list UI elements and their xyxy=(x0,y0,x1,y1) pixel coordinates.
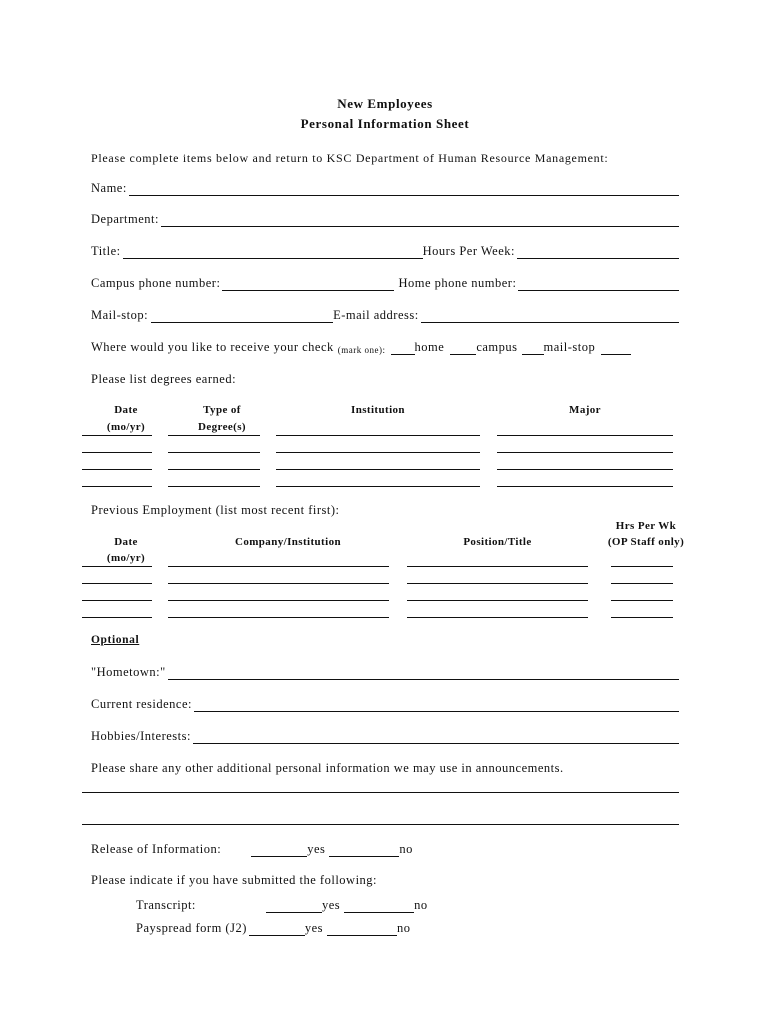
employment-col-date: Date xyxy=(114,536,138,548)
check-mailstop-label: mail-stop xyxy=(543,340,596,354)
transcript-no-label: no xyxy=(414,898,428,912)
transcript-label: Transcript: xyxy=(136,898,196,912)
degree-row-2-major[interactable] xyxy=(497,452,673,453)
name-field[interactable] xyxy=(129,185,679,196)
transcript-options xyxy=(266,898,428,913)
release-label: Release of Information: xyxy=(91,842,222,856)
check-campus-label: campus xyxy=(476,340,518,354)
optional-heading: Optional xyxy=(91,634,140,646)
transcript-no-blank[interactable] xyxy=(344,902,414,913)
release-yes-blank[interactable] xyxy=(251,846,307,857)
home-phone-label: Home phone number: xyxy=(398,276,517,290)
check-home-blank[interactable] xyxy=(391,344,415,355)
residence-row xyxy=(91,697,679,712)
employment-row-4-company[interactable] xyxy=(168,617,389,618)
employment-col-hrs-sub: (OP Staff only) xyxy=(607,536,685,548)
form-subtitle: Personal Information Sheet xyxy=(300,116,470,131)
hours-per-week-label: Hours Per Week: xyxy=(422,244,515,258)
employment-col-hrs: Hrs Per Wk xyxy=(615,520,677,532)
share-info-prompt: Please share any other additional personal information we may use in announcements. xyxy=(91,761,564,775)
department-field[interactable] xyxy=(161,216,679,227)
employment-row-1-date[interactable] xyxy=(82,566,152,567)
payspread-no-label: no xyxy=(397,921,411,935)
title-row xyxy=(91,244,679,259)
mailstop-row xyxy=(91,308,679,323)
employment-row-4-hours[interactable] xyxy=(611,617,673,618)
degree-row-1-major[interactable] xyxy=(497,435,673,436)
hobbies-label: Hobbies/Interests: xyxy=(91,729,191,743)
hobbies-row xyxy=(91,729,679,744)
degree-row-2-institution[interactable] xyxy=(276,452,480,453)
degree-row-1-type[interactable] xyxy=(168,435,260,436)
check-prompt: Where would you like to receive your check xyxy=(91,340,334,354)
transcript-yes-blank[interactable] xyxy=(266,902,322,913)
degrees-col-institution: Institution xyxy=(351,404,405,416)
residence-field[interactable] xyxy=(194,701,679,712)
employment-row-1-company[interactable] xyxy=(168,566,389,567)
release-no-label: no xyxy=(399,842,413,856)
employment-row-3-date[interactable] xyxy=(82,600,152,601)
employment-row-1-position[interactable] xyxy=(407,566,588,567)
share-info-line-2[interactable] xyxy=(82,824,679,825)
payspread-label: Payspread form (J2) xyxy=(136,921,247,935)
email-label: E-mail address: xyxy=(333,308,419,322)
payspread-row xyxy=(136,921,411,936)
payspread-yes-blank[interactable] xyxy=(249,925,305,936)
hobbies-field[interactable] xyxy=(193,733,679,744)
payspread-no-blank[interactable] xyxy=(327,925,397,936)
employment-row-1-hours[interactable] xyxy=(611,566,673,567)
employment-row-2-position[interactable] xyxy=(407,583,588,584)
degree-row-2-date[interactable] xyxy=(82,452,152,453)
degree-row-4-type[interactable] xyxy=(168,486,260,487)
release-no-blank[interactable] xyxy=(329,846,399,857)
employment-label: Previous Employment (list most recent first): xyxy=(91,503,340,517)
title-field[interactable] xyxy=(123,248,423,259)
employment-row-3-position[interactable] xyxy=(407,600,588,601)
employment-row-4-date[interactable] xyxy=(82,617,152,618)
check-mark-one: (mark one): xyxy=(337,345,386,355)
employment-col-position: Position/Title xyxy=(463,536,532,548)
hometown-label: "Hometown:" xyxy=(91,665,166,679)
department-label: Department: xyxy=(91,212,159,226)
degree-row-1-date[interactable] xyxy=(82,435,152,436)
payspread-yes-label: yes xyxy=(304,921,324,935)
form-title: New Employees xyxy=(337,96,433,111)
degree-row-3-institution[interactable] xyxy=(276,469,480,470)
check-home-label: home xyxy=(414,340,445,354)
release-row xyxy=(91,842,413,857)
degrees-col-date-sub: (mo/yr) xyxy=(106,421,146,433)
employment-col-company: Company/Institution xyxy=(234,536,341,548)
employment-col-date-sub: (mo/yr) xyxy=(106,552,146,564)
degrees-col-type-sub: Degree(s) xyxy=(198,421,246,433)
degree-row-2-type[interactable] xyxy=(168,452,260,453)
hometown-row xyxy=(91,665,679,680)
degree-row-3-major[interactable] xyxy=(497,469,673,470)
campus-phone-field[interactable] xyxy=(222,280,394,291)
check-delivery-row xyxy=(91,340,679,355)
degrees-label: Please list degrees earned: xyxy=(91,372,237,386)
home-phone-field[interactable] xyxy=(518,280,679,291)
degree-row-3-type[interactable] xyxy=(168,469,260,470)
email-field[interactable] xyxy=(421,312,679,323)
employment-row-4-position[interactable] xyxy=(407,617,588,618)
mailstop-label: Mail-stop: xyxy=(91,308,149,322)
employment-row-2-company[interactable] xyxy=(168,583,389,584)
phone-row xyxy=(91,276,679,291)
name-label: Name: xyxy=(91,181,127,195)
transcript-yes-label: yes xyxy=(322,898,341,912)
mailstop-field[interactable] xyxy=(151,312,333,323)
residence-label: Current residence: xyxy=(91,697,192,711)
hometown-field[interactable] xyxy=(168,669,679,680)
employment-row-3-hours[interactable] xyxy=(611,600,673,601)
degrees-col-major: Major xyxy=(569,404,601,416)
degrees-col-type: Type of xyxy=(203,404,241,416)
name-row xyxy=(91,181,679,196)
degree-row-4-major[interactable] xyxy=(497,486,673,487)
degree-row-3-date[interactable] xyxy=(82,469,152,470)
degree-row-4-institution[interactable] xyxy=(276,486,480,487)
submitted-label: Please indicate if you have submitted the following: xyxy=(91,873,378,887)
degrees-col-date: Date xyxy=(114,404,138,416)
employment-row-3-company[interactable] xyxy=(168,600,389,601)
check-campus-blank[interactable] xyxy=(450,344,476,355)
intro-text: Please complete items below and return to KSC Department of Human Resource Management: xyxy=(91,151,609,165)
degree-row-4-date[interactable] xyxy=(82,486,152,487)
share-info-line-1[interactable] xyxy=(82,792,679,793)
title-label: Title: xyxy=(91,244,121,258)
employment-row-2-date[interactable] xyxy=(82,583,152,584)
degree-row-1-institution[interactable] xyxy=(276,435,480,436)
employment-row-2-hours[interactable] xyxy=(611,583,673,584)
check-end-blank[interactable] xyxy=(601,344,631,355)
check-mailstop-blank[interactable] xyxy=(522,344,544,355)
campus-phone-label: Campus phone number: xyxy=(91,276,221,290)
hours-per-week-field[interactable] xyxy=(517,248,679,259)
release-yes-label: yes xyxy=(307,842,326,856)
department-row xyxy=(91,212,679,227)
